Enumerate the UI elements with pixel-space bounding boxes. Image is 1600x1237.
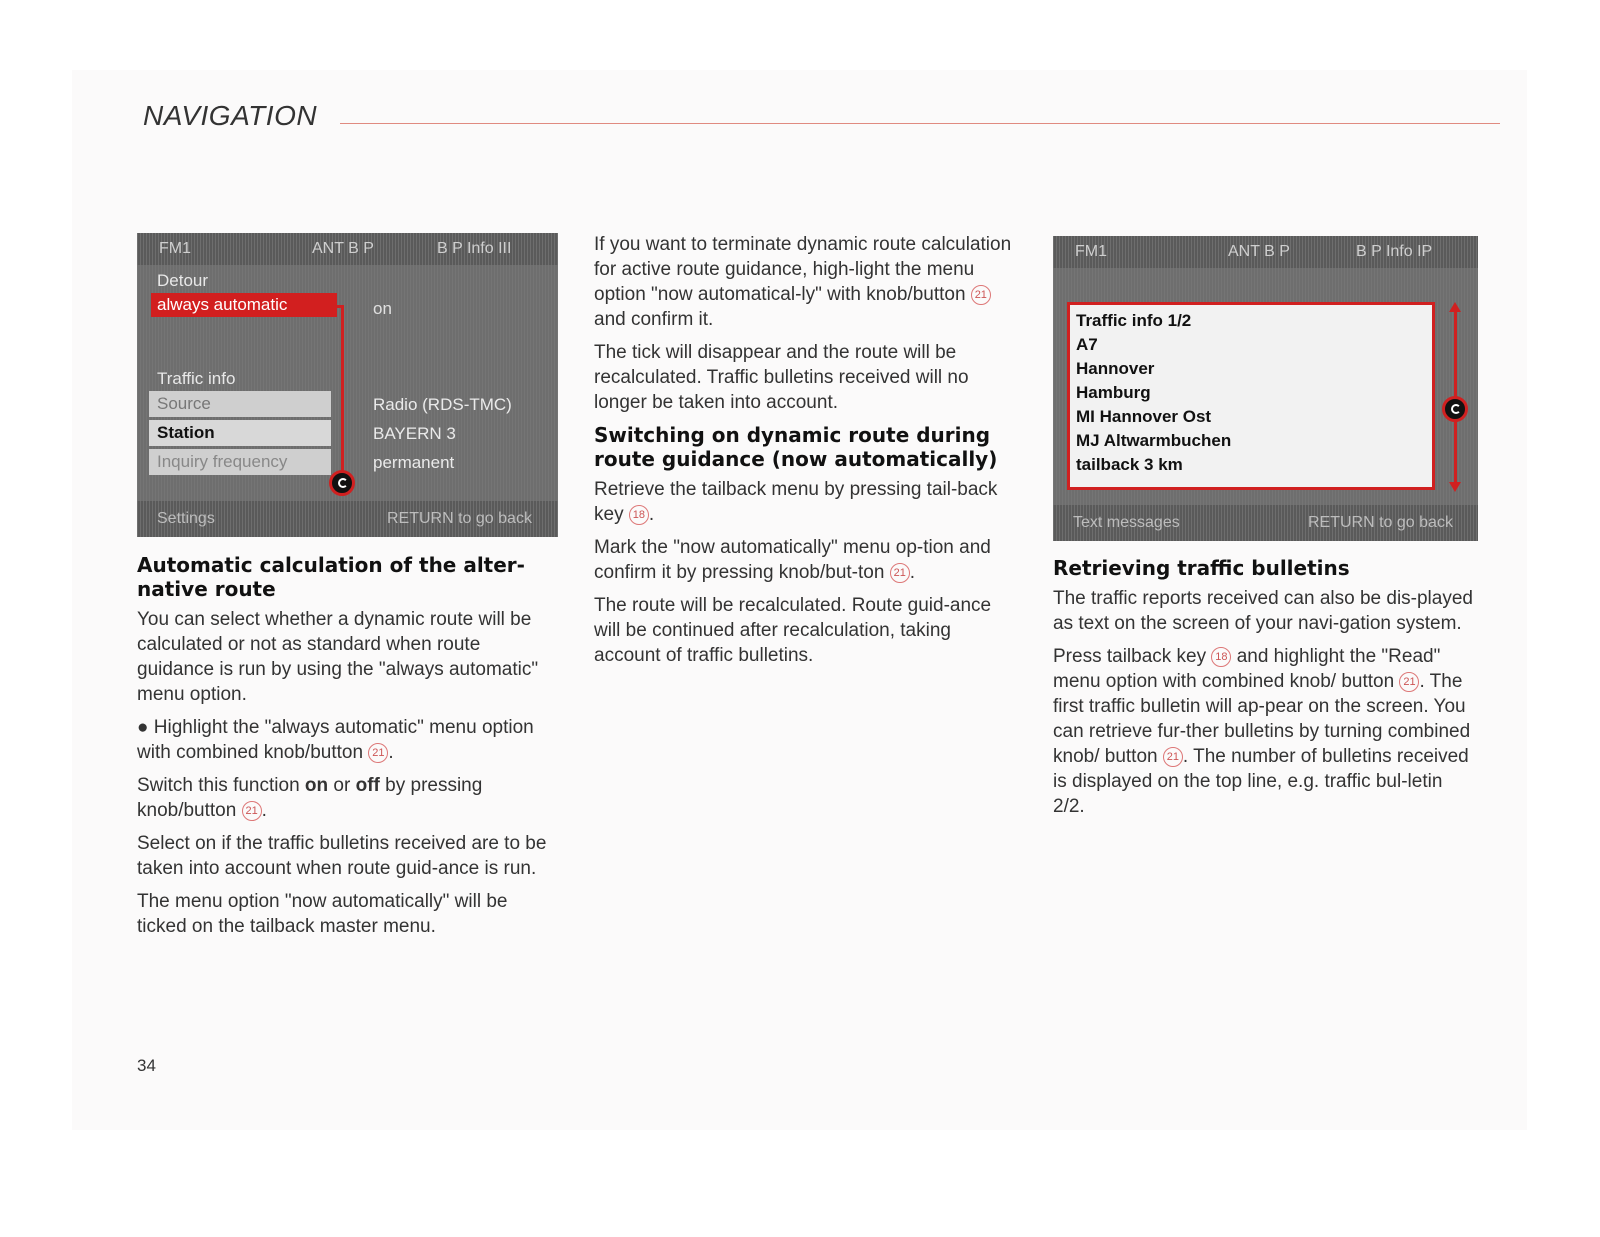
paragraph: You can select whether a dynamic route will be calculated or not as standard when route guidance is run by using the "always automatic" menu option. [137,609,539,705]
station-label: Station [157,423,215,442]
rotary-knob-icon [1442,396,1468,422]
text-fragment: and confirm it. [594,309,714,330]
settings-softkey[interactable]: Settings [157,510,215,527]
knob-reference-badge: 21 [368,743,388,763]
navigation-screen-detour [137,233,558,537]
paragraph: The traffic reports received can also be dis-played as text on the screen of your navi-gation system. [1053,588,1473,634]
page-number: 34 [137,1056,156,1075]
bullet-paragraph: ● Highlight the "always automatic" menu option with combined knob/button 21 . [137,717,534,763]
page-header-title: NAVIGATION [143,100,318,131]
knob-reference-badge: 21 [971,285,991,305]
bullet-text: Highlight the "always automatic" menu option with combined knob/button [137,717,534,763]
selection-connector-line [341,305,344,477]
screen-top-bar [137,233,558,265]
scroll-down-arrow-icon [1449,482,1461,492]
screen-bottom-bar [137,501,558,537]
text-fragment: or [333,775,351,796]
detour-label: Detour [157,271,209,290]
text-column-left [137,553,559,947]
text-messages-softkey[interactable]: Text messages [1073,514,1180,531]
tailback-key-reference-badge: 18 [1211,647,1231,667]
paragraph: Mark the "now automatically" menu op-tion and confirm it by pressing knob/but-ton 21 . [594,537,991,583]
traffic-line: Hannover [1076,359,1155,378]
rotary-knob-icon [329,470,355,496]
text-fragment: . The first traffic bulletin will ap-pear on the screen. You can retrieve fur-ther bulletins by turning combined knob/ button [1053,671,1471,767]
text-fragment: Switch this function [137,775,300,796]
text-fragment: Mark the "now automatically" menu op-tion and confirm it by pressing knob/but-ton [594,537,991,583]
section-heading: Automatic calculation of the alter-native route [137,553,525,601]
text-fragment: by pressing knob/button [137,775,483,821]
paragraph: Select on if the traffic bulletins received are to be taken into account when route guid-ance is run. [137,833,547,879]
text-fragment: If you want to terminate dynamic route calculation for active route guidance, high-light the menu option "now automatical-ly" with knob/button [594,234,1012,305]
paragraph: The route will be recalculated. Route guid-ance will be continued after recalculation, taking account of traffic bulletins. [594,595,992,666]
bullet-icon: ● [137,717,149,738]
text-column-middle [594,232,1018,676]
paragraph [594,232,1018,332]
inquiry-frequency-label: Inquiry frequency [157,452,288,471]
return-softkey[interactable]: RETURN to go back [1308,514,1453,531]
settings-row-inquiry-frequency[interactable] [149,449,331,475]
traffic-line: tailback 3 km [1076,455,1183,474]
always-automatic-option[interactable]: always automatic [151,293,337,317]
scroll-up-arrow-icon [1449,302,1461,312]
paragraph [1053,644,1479,819]
traffic-line: MI Hannover Ost [1076,407,1212,426]
section-heading: Retrieving traffic bulletins [1053,556,1350,580]
knob-reference-badge: 21 [1163,747,1183,767]
traffic-info-label: Traffic info [157,369,236,388]
ant-label: ANT B P [1228,243,1290,260]
return-softkey[interactable]: RETURN to go back [387,510,532,527]
text-fragment: Retrieve the tailback menu by pressing tail-back key [594,479,998,525]
traffic-message-lines [1076,309,1231,477]
text-column-right [1053,556,1479,827]
info-label: B P Info IP [1356,243,1433,260]
traffic-line: A7 [1076,335,1098,354]
paragraph: The tick will disappear and the route will be recalculated. Traffic bulletins received will no longer be taken into account. [594,342,969,413]
paragraph: Switch this function on or off by pressing knob/button 21 . [137,775,483,821]
screen-bottom-bar [1053,505,1478,541]
settings-row-station[interactable] [149,420,331,446]
text-fragment: . The number of bulletins received is displayed on the top line, e.g. traffic bul-letin 2/2. [1053,746,1469,817]
emphasis-off: off [355,775,380,796]
settings-row-source[interactable] [149,391,331,417]
knob-reference-badge: 21 [242,801,262,821]
radio-band-label: FM1 [159,240,191,257]
ant-label: ANT B P [312,240,374,257]
navigation-screen-traffic-info [1053,236,1478,541]
source-label: Source [157,394,211,413]
radio-band-label: FM1 [1075,243,1107,260]
screen-top-bar [1053,236,1478,268]
paragraph: Retrieve the tailback menu by pressing tail-back key 18 . [594,479,998,525]
paragraph: The menu option "now automatically" will be ticked on the tailback master menu. [137,891,508,937]
traffic-line: Hamburg [1076,383,1151,402]
text-fragment: Press tailback key [1053,646,1207,667]
selection-connector-stub [331,305,343,308]
info-label: B P Info III [437,240,512,257]
text-fragment: and highlight the "Read" menu option with combined knob/ button [1053,646,1441,692]
inquiry-frequency-value: permanent [373,453,455,472]
section-heading: Switching on dynamic route during route guidance (now automatically) [594,423,998,471]
traffic-line: MJ Altwarmbuchen [1076,431,1232,450]
always-automatic-value: on [373,299,392,318]
knob-reference-badge: 21 [1399,672,1419,692]
tailback-key-reference-badge: 18 [629,505,649,525]
traffic-line: Traffic info 1/2 [1076,311,1192,330]
station-value: BAYERN 3 [373,424,456,443]
source-value: Radio (RDS-TMC) [373,395,512,414]
traffic-message-panel [1067,302,1435,490]
knob-reference-badge: 21 [890,563,910,583]
header-rule [340,123,1500,124]
emphasis-on: on [304,775,329,796]
